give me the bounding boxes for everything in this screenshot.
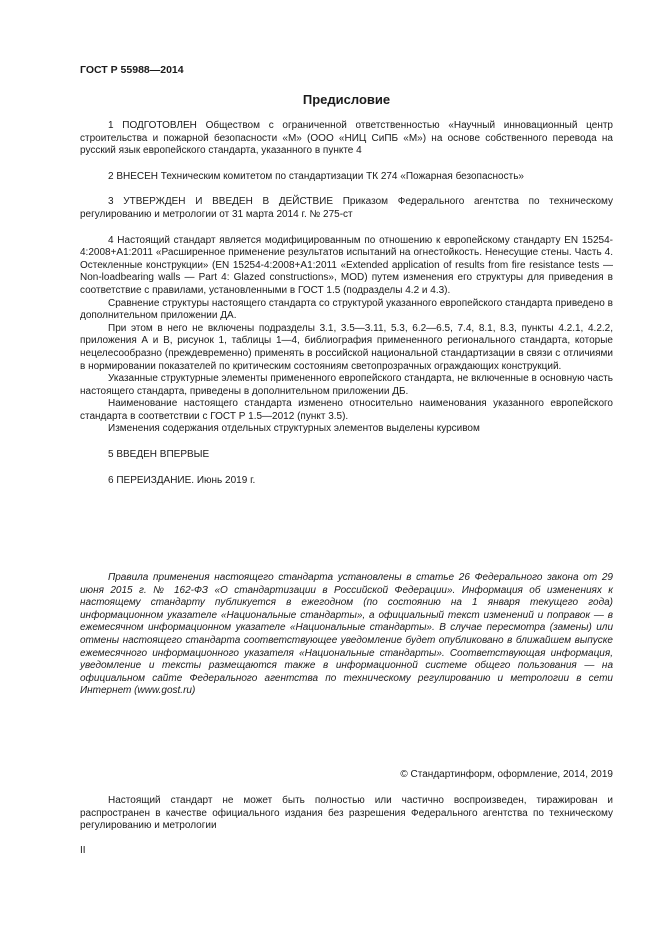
standard-code: ГОСТ Р 55988—2014 <box>80 64 184 76</box>
copyright-line: © Стандартинформ, оформление, 2014, 2019 <box>400 769 613 780</box>
paragraph-approved: 3 УТВЕРЖДЕН И ВВЕДЕН В ДЕЙСТВИЕ Приказом Федерального агентства по техническому регулированию и метрологии от 31 марта 2014 г. № 275-ст <box>80 196 613 220</box>
paragraph-appendix-db: Указанные структурные элементы примененного европейского стандарта, не включенные в основную часть настоящего стандарта, приведены в дополнительном приложении ДБ. <box>80 373 613 397</box>
page-title: Предисловие <box>302 92 391 107</box>
reproduction-notice: Настоящий стандарт не может быть полностью или частично воспроизведен, тиражирован и распространен в качестве официального издания без разрешения Федерального агентства по техническому регулированию и метрологии <box>80 795 613 832</box>
paragraph-excluded: При этом в него не включены подразделы 3.1, 3.5—3.11, 5.3, 6.2—6.5, 7.4, 8.1, 8.3, пункты 4.2.1, 4.2.2, приложения А и В, рисунок 1, таблицы 1—4, библиография примененного регионального стандарта, которые нецелесообразно (преждевременно) применять в российской национальной стандартизации в связи с отличиями в нормировании показателей по критическим состояниям светопрозрачных ограждающих конструкций. <box>80 322 613 372</box>
application-rules-notice: Правила применения настоящего стандарта установлены в статье 26 Федерального закона от 29 июня 2015 г. № 162-ФЗ «О стандартизации в Российской Федерации». Информация об изменениях к настоящему стандарту публикуется в ежегодном (по состоянию на 1 января текущего года) информационном указателе «Национальные стандарты», а официальный текст изменений и поправок — в ежемесячном информационном указателе «Национальные стандарты». В случае пересмотра (замены) или отмены настоящего стандарта соответствующее уведомление будет опубликовано в ближайшем выпуске ежемесячного информационного указателя «Национальные стандарты». Соответствующая информация, уведомление и тексты размещаются также в информационной системе общего пользования — на официальном сайте Федерального агентства по техническому регулированию и метрологии в сети Интернет (www.gost.ru) <box>80 572 613 697</box>
paragraph-first-introduced: 5 ВВЕДЕН ВПЕРВЫЕ <box>108 449 210 461</box>
paragraph-italics-note: Изменения содержания отдельных структурных элементов выделены курсивом <box>108 423 480 435</box>
page-number: II <box>80 845 86 856</box>
paragraph-reissue: 6 ПЕРЕИЗДАНИЕ. Июнь 2019 г. <box>108 474 256 486</box>
paragraph-name-changed: Наименование настоящего стандарта изменено относительно наименования указанного европейского стандарта в соответствии с ГОСТ Р 1.5—2012 (пункт 3.5). <box>80 398 613 422</box>
paragraph-prepared: 1 ПОДГОТОВЛЕН Обществом с ограниченной ответственностью «Научный инновационный центр строительства и пожарной безопасности «М» (ООО «НИЦ СиПБ «М») на основе собственного перевода на русский язык европейского стандарта, указанного в пункте 4 <box>80 120 613 157</box>
preface-body <box>80 120 613 487</box>
paragraph-modified: 4 Настоящий стандарт является модифицированным по отношению к европейскому стандарту EN 15254-4:2008+A1:2011 «Расширенное применение результатов испытаний на огнестойкость. Ненесущие стены. Часть 4. Остекленные конструкции» (EN 15254-4:2008+A1:2011 «Extended application of results from fire resistance tests — Non-loadbearing walls — Part 4: Glazed constructions», MOD) путем изменения его структуры для приведения в соответствие с правилами, установленными в ГОСТ 1.5 (подразделы 4.2 и 4.3). <box>80 234 613 296</box>
paragraph-comparison: Сравнение структуры настоящего стандарта со структурой указанного европейского стандарта приведено в дополнительном приложении ДА. <box>80 297 613 322</box>
paragraph-introduced: 2 ВНЕСЕН Техническим комитетом по стандартизации ТК 274 «Пожарная безопасность» <box>108 170 524 182</box>
